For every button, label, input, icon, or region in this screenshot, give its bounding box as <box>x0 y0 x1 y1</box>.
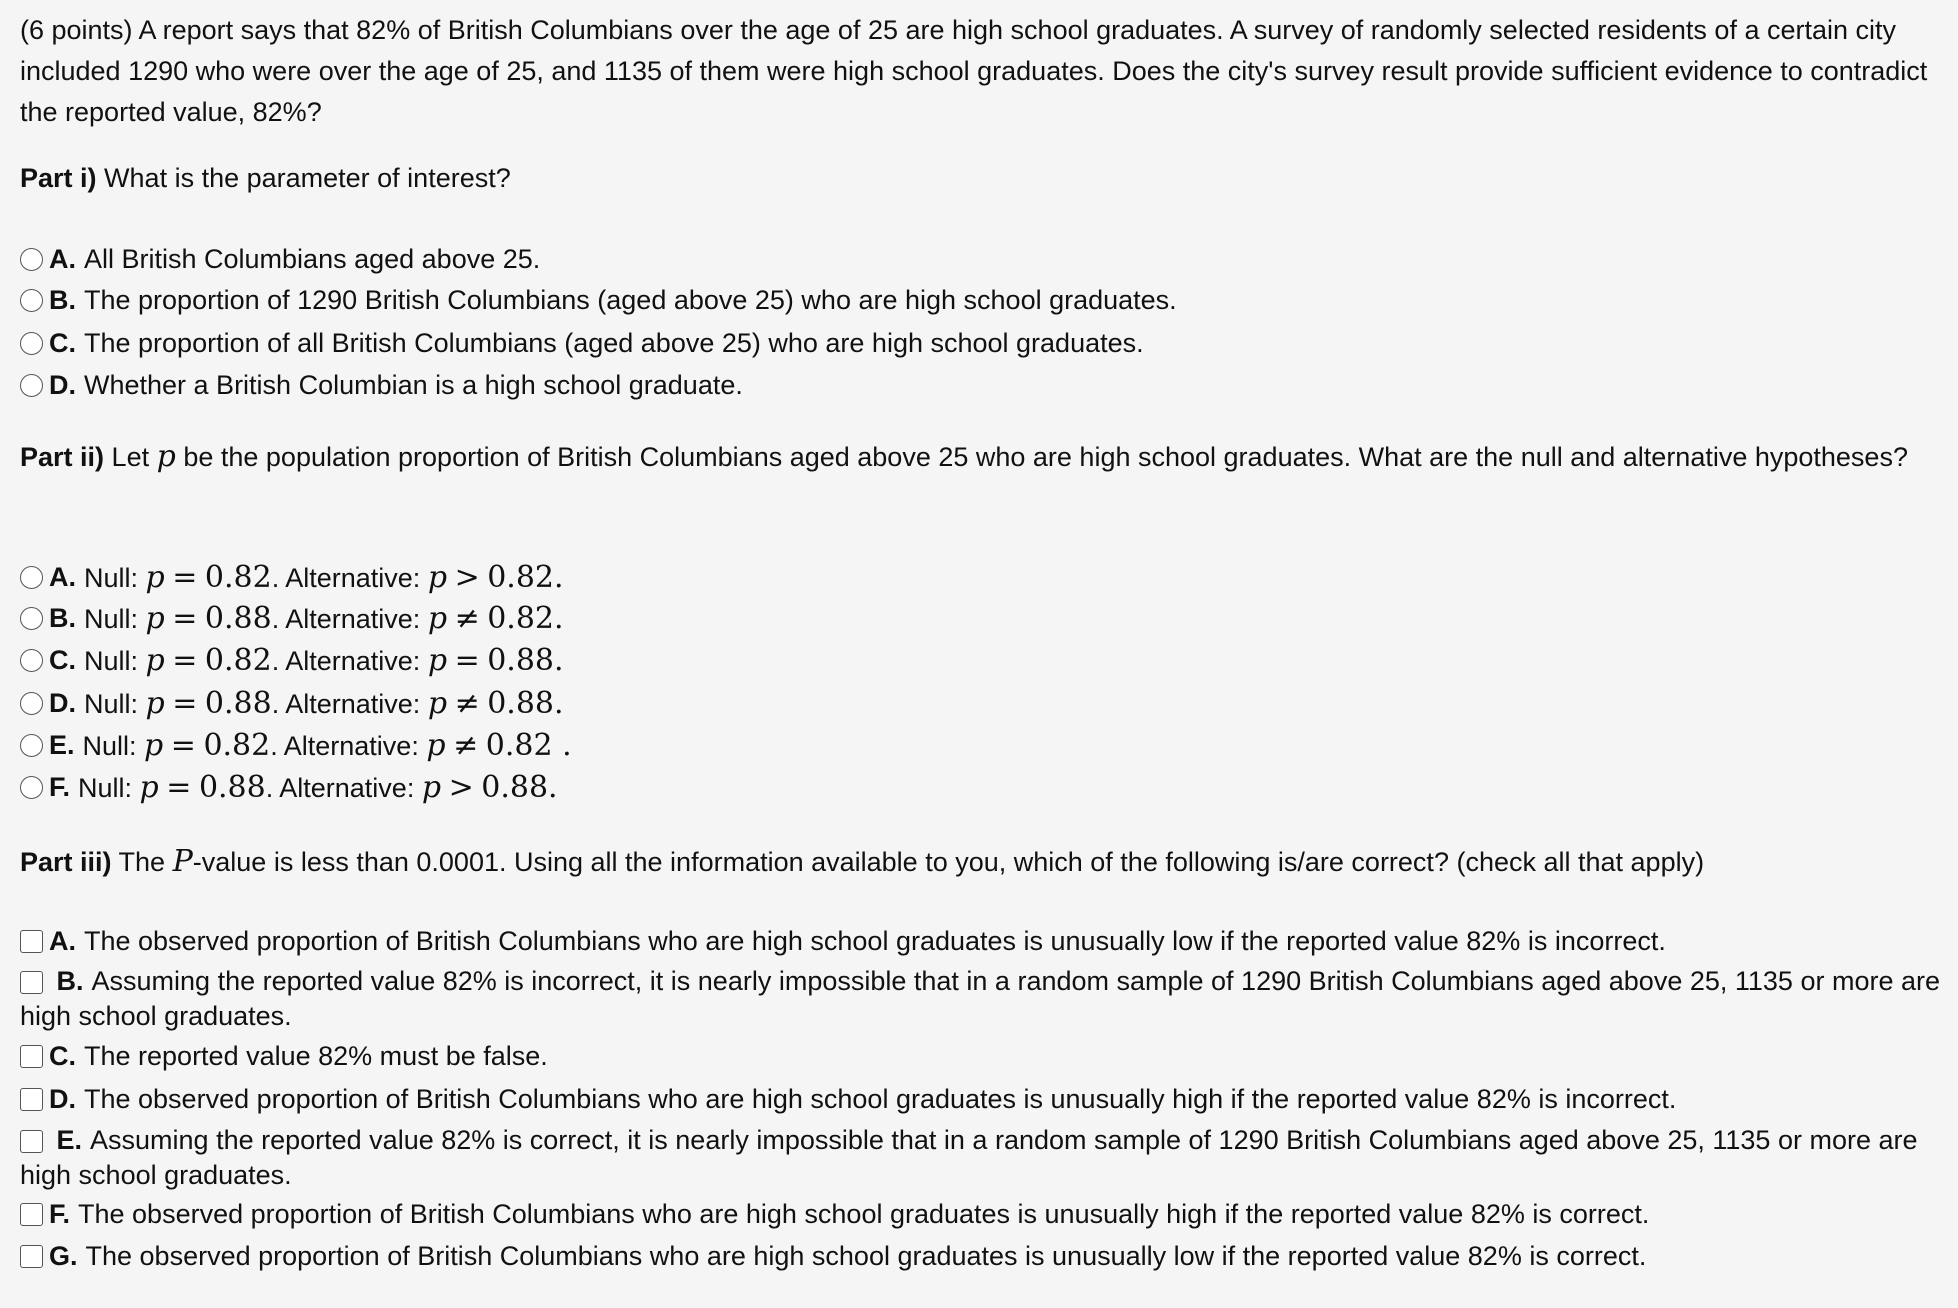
alt-value: 0.82 <box>485 728 553 763</box>
checkbox[interactable] <box>20 971 43 994</box>
radio-button[interactable] <box>20 692 43 715</box>
alt-value: 0.82 <box>487 560 555 595</box>
null-label: Null: <box>84 689 139 719</box>
radio-button[interactable] <box>20 607 43 630</box>
end-punct: . <box>554 643 564 678</box>
alt-value: 0.88 <box>481 770 549 805</box>
part1-heading <box>20 158 1940 199</box>
part2-option-c[interactable]: C. Null: p = 0.82. Alternative: p = 0.88. <box>20 643 1940 679</box>
radio-button[interactable] <box>20 649 43 672</box>
var-p: p <box>426 728 446 763</box>
var-p: p <box>427 560 448 595</box>
radio-button[interactable] <box>20 248 43 271</box>
part2-option-d[interactable]: D. Null: p = 0.88. Alternative: p ≠ 0.88. <box>20 686 1940 722</box>
null-value: 0.88 <box>198 770 266 805</box>
part2-option-b[interactable]: B. Null: p = 0.88. Alternative: p ≠ 0.82. <box>20 601 1940 637</box>
var-p: p <box>144 728 164 763</box>
var-p: p <box>145 643 165 678</box>
null-relation: = <box>172 560 198 595</box>
alt-relation: > <box>448 770 474 805</box>
part1-option-a[interactable]: A. All British Columbians aged above 25. <box>20 242 1940 277</box>
alt-label: Alternative: <box>285 563 421 593</box>
null-relation: = <box>172 643 198 678</box>
var-p: p <box>427 686 448 721</box>
end-punct: . <box>548 770 558 805</box>
alt-relation: ≠ <box>453 728 479 763</box>
var-p: p <box>427 643 448 678</box>
part3-option-g[interactable]: G. The observed proportion of British Columbians who are high school graduates is unusually low if the reported value 82% is correct. <box>20 1239 1940 1274</box>
option-letter: E. <box>49 730 75 760</box>
part2-option-a[interactable]: A. Null: p = 0.82. Alternative: p > 0.82. <box>20 560 1940 596</box>
var-p: p <box>421 770 442 805</box>
null-value: 0.82 <box>204 560 272 595</box>
var-P: P <box>172 844 193 879</box>
null-label: Null: <box>84 563 139 593</box>
alt-label: Alternative: <box>285 689 421 719</box>
null-value: 0.88 <box>204 601 272 636</box>
part2-option-e[interactable]: E. Null: p = 0.82. Alternative: p ≠ 0.82 . <box>20 728 1940 764</box>
null-relation: = <box>172 686 198 721</box>
null-relation: = <box>170 728 196 763</box>
radio-button[interactable] <box>20 332 43 355</box>
part3-option-e[interactable]: E. Assuming the reported value 82% is correct, it is nearly impossible that in a random sample of 1290 British Columbians aged above 25, 1135 or more are high school graduates. <box>20 1125 1918 1190</box>
var-p: p <box>156 439 176 474</box>
null-value: 0.82 <box>204 643 272 678</box>
part2-heading: Part ii) Let p be the population proportion of British Columbians aged above 25 who are high school graduates. What are the null and alternative hypotheses? <box>20 439 1908 474</box>
radio-button[interactable] <box>20 289 43 312</box>
part1-label: Part i) <box>20 163 97 193</box>
var-p: p <box>139 770 159 805</box>
checkbox[interactable] <box>20 1245 43 1268</box>
null-relation: = <box>172 601 198 636</box>
part1-question: What is the parameter of interest? <box>104 163 511 193</box>
part1-option-c[interactable]: C. The proportion of all British Columbians (aged above 25) who are high school graduates. <box>20 326 1940 361</box>
part3-label: Part iii) <box>20 847 112 877</box>
alt-label: Alternative: <box>283 731 419 761</box>
radio-button[interactable] <box>20 374 43 397</box>
alt-label: Alternative: <box>285 646 421 676</box>
option-letter: D. <box>49 688 76 718</box>
part1-option-d[interactable]: D. Whether a British Columbian is a high school graduate. <box>20 368 1940 403</box>
part3-option-f[interactable]: F. The observed proportion of British Columbians who are high school graduates is unusually high if the reported value 82% is correct. <box>20 1197 1940 1232</box>
option-letter: C. <box>49 645 76 675</box>
checkbox[interactable] <box>20 1088 43 1111</box>
radio-button[interactable] <box>20 776 43 799</box>
part3-option-d[interactable]: D. The observed proportion of British Columbians who are high school graduates is unusually high if the reported value 82% is incorrect. <box>20 1082 1940 1117</box>
checkbox[interactable] <box>20 1045 43 1068</box>
null-label: Null: <box>82 731 137 761</box>
checkbox[interactable] <box>20 1203 43 1226</box>
alt-value: 0.88 <box>487 643 555 678</box>
null-value: 0.88 <box>204 686 272 721</box>
end-punct: . <box>552 728 572 763</box>
radio-button[interactable] <box>20 566 43 589</box>
var-p: p <box>145 601 165 636</box>
null-label: Null: <box>78 773 133 803</box>
checkbox[interactable] <box>20 930 43 953</box>
part3-option-b[interactable]: B. Assuming the reported value 82% is incorrect, it is nearly impossible that in a random sample of 1290 British Columbians aged above 25, 1135 or more are high school graduates. <box>20 966 1940 1031</box>
part3-option-a[interactable]: A. The observed proportion of British Columbians who are high school graduates is unusually low if the reported value 82% is incorrect. <box>20 924 1940 959</box>
alt-relation: ≠ <box>454 601 480 636</box>
alt-label: Alternative: <box>285 604 421 634</box>
var-p: p <box>427 601 448 636</box>
part2-option-f[interactable]: F. Null: p = 0.88. Alternative: p > 0.88. <box>20 770 1940 806</box>
null-value: 0.82 <box>203 728 271 763</box>
null-label: Null: <box>84 646 139 676</box>
option-letter: F. <box>49 772 71 802</box>
alt-relation: = <box>454 643 480 678</box>
end-punct: . <box>554 686 564 721</box>
part3-option-c[interactable]: C. The reported value 82% must be false. <box>20 1039 1940 1074</box>
end-punct: . <box>554 560 564 595</box>
alt-value: 0.88 <box>487 686 555 721</box>
null-label: Null: <box>84 604 139 634</box>
var-p: p <box>145 686 165 721</box>
option-letter: A. <box>49 562 76 592</box>
radio-button[interactable] <box>20 734 43 757</box>
alt-relation: > <box>454 560 480 595</box>
alt-value: 0.82 <box>487 601 555 636</box>
part3-heading: Part iii) The P-value is less than 0.0001. Using all the information available to you, which of the following is/are correct? (check all that apply) <box>20 844 1705 879</box>
alt-relation: ≠ <box>454 686 480 721</box>
part2-label: Part ii) <box>20 442 105 472</box>
question-intro: (6 points) A report says that 82% of British Columbians over the age of 25 are high school graduates. A survey of randomly selected residents of a certain city included 1290 who were over the age of 25, and 1135 of them were high school graduates. Does the city's survey result provide sufficient evidence to contradict the reported value, 82%? <box>20 15 1928 127</box>
checkbox[interactable] <box>20 1130 43 1153</box>
part1-option-b[interactable]: B. The proportion of 1290 British Columbians (aged above 25) who are high school graduates. <box>20 283 1940 318</box>
var-p: p <box>145 560 165 595</box>
alt-label: Alternative: <box>279 773 415 803</box>
option-letter: B. <box>49 603 76 633</box>
end-punct: . <box>554 601 564 636</box>
null-relation: = <box>166 770 192 805</box>
